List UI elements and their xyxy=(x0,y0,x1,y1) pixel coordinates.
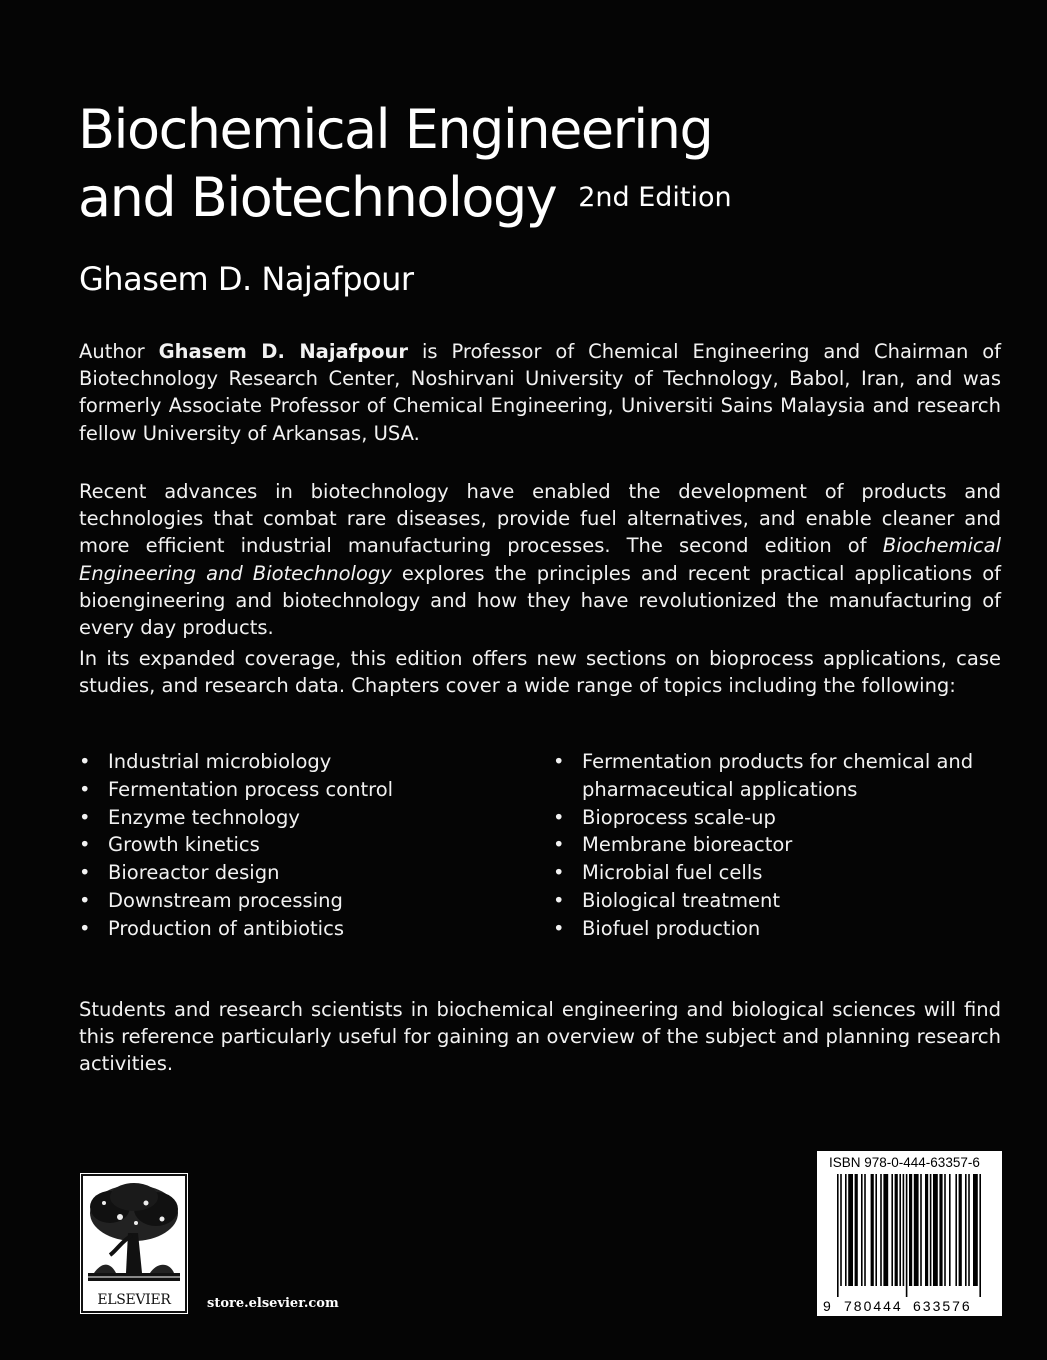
topic-label: Bioprocess scale-up xyxy=(582,805,776,829)
bullet: • xyxy=(553,805,565,829)
list-item xyxy=(553,831,993,859)
barcode-bar xyxy=(933,1174,938,1286)
barcode-bar xyxy=(973,1174,978,1286)
store-url-link[interactable]: store.elsevier.com xyxy=(207,1296,339,1311)
bullet: • xyxy=(79,861,91,885)
audience-paragraph: Students and research scientists in biochemical engineering and biological sciences will find this reference particularly useful for gaining an overview of the subject and planning research activities. xyxy=(79,998,1001,1076)
bullet: • xyxy=(79,750,91,773)
topic-label: Fermentation products for chemical and pharmaceutical applications xyxy=(582,750,974,801)
bullet: • xyxy=(553,750,565,773)
barcode-bar xyxy=(880,1174,882,1286)
barcode-bar xyxy=(875,1174,877,1286)
barcode-bar xyxy=(871,1174,874,1286)
list-item xyxy=(79,804,519,832)
description-book-title: Biochemical Engineering and Biotechnology xyxy=(79,534,1001,585)
isbn-label: ISBN 978-0-444-63357-6 xyxy=(829,1155,980,1170)
barcode-bar xyxy=(861,1174,863,1286)
publisher-name: ELSEVIER xyxy=(97,1292,171,1308)
topic-label: Industrial microbiology xyxy=(108,750,332,773)
list-item xyxy=(553,887,993,915)
barcode-bar xyxy=(848,1174,853,1286)
bullet: • xyxy=(553,916,565,940)
barcode-bar xyxy=(906,1174,908,1297)
barcode-bar xyxy=(883,1174,888,1286)
barcode-bar xyxy=(965,1174,967,1286)
barcode-bar xyxy=(864,1174,866,1286)
barcode-icon xyxy=(823,1174,996,1297)
list-item xyxy=(79,915,519,943)
author-name: Ghasem D. Najafpour xyxy=(79,260,414,298)
barcode-bar xyxy=(895,1174,898,1286)
list-item xyxy=(553,748,993,804)
barcode-bar xyxy=(959,1174,962,1286)
list-item xyxy=(553,915,993,943)
barcode-bar xyxy=(944,1174,946,1286)
bullet: • xyxy=(79,777,91,801)
barcode-bar xyxy=(855,1174,858,1286)
barcode-bar xyxy=(930,1174,932,1286)
bullet: • xyxy=(79,833,91,857)
topic-label: Fermentation process control xyxy=(108,777,394,801)
barcode-bar xyxy=(903,1174,905,1286)
title-line-2: and Biotechnology xyxy=(78,166,557,229)
book-title xyxy=(78,96,732,232)
barcode-group-1: 780444 xyxy=(844,1298,903,1314)
topic-label: Growth kinetics xyxy=(108,833,260,857)
barcode-bar xyxy=(968,1174,970,1286)
coverage-paragraph: In its expanded coverage, this edition offers new sections on bioprocess applications, case studies, and research data. Chapters cover a wide range of topics including the following: xyxy=(79,647,1001,698)
barcode-bar xyxy=(955,1174,957,1286)
barcode-bar xyxy=(909,1174,912,1286)
barcode-bar xyxy=(891,1174,893,1286)
bullet: • xyxy=(79,916,91,940)
book-description xyxy=(79,478,1001,641)
barcode-bar xyxy=(914,1174,919,1286)
list-item xyxy=(79,859,519,887)
edition-label: 2nd Edition xyxy=(578,182,732,213)
bullet: • xyxy=(553,888,565,912)
title-line-1: Biochemical Engineering xyxy=(78,98,713,161)
topic-label: Membrane bioreactor xyxy=(582,833,793,857)
barcode-bar xyxy=(939,1174,942,1286)
barcode-group-2: 633576 xyxy=(913,1298,972,1314)
bullet: • xyxy=(553,861,565,885)
topic-label: Biological treatment xyxy=(582,888,780,912)
barcode-bar xyxy=(949,1174,951,1286)
bullet: • xyxy=(553,833,565,857)
bio-author-name: Ghasem D. Najafpour xyxy=(158,340,409,363)
topic-label: Production of antibiotics xyxy=(108,916,344,940)
topic-label: Microbial fuel cells xyxy=(582,861,763,885)
elsevier-logo xyxy=(80,1173,188,1314)
bullet: • xyxy=(79,888,91,912)
bio-text: is Professor of Chemical Engineering and Chairman of Biotechnology Research Center, Noshirvani University of Technology, Babol, Iran, and was formerly Associate Professor of Chemical Engineering, Universiti Sains Malaysia and research fellow University of Arkansas, USA. xyxy=(79,340,1002,445)
barcode-bar xyxy=(920,1174,922,1286)
barcode-bar xyxy=(979,1174,981,1297)
topics-list-right xyxy=(553,748,993,943)
list-item xyxy=(553,859,993,887)
list-item xyxy=(79,748,519,776)
description-after: explores the principles and recent practical applications of bioengineering and biotechnology and how they have revolutionized the manufacturing of every day products. xyxy=(79,561,1002,640)
list-item xyxy=(553,804,993,832)
isbn-barcode xyxy=(817,1151,1002,1316)
list-item xyxy=(79,776,519,804)
topic-label: Enzyme technology xyxy=(108,805,300,829)
topic-label: Biofuel production xyxy=(582,916,761,940)
topic-label: Bioreactor design xyxy=(108,861,280,885)
bio-prefix: Author xyxy=(79,340,145,363)
list-item xyxy=(79,887,519,915)
barcode-bar xyxy=(925,1174,928,1286)
topic-label: Downstream processing xyxy=(108,888,343,912)
barcode-bar xyxy=(899,1174,901,1286)
bullet: • xyxy=(79,805,91,829)
list-item xyxy=(79,831,519,859)
description-before: Recent advances in biotechnology have enabled the development of products and technologies that combat rare diseases, provide fuel alternatives, and enable cleaner and more efficient industrial manufacturing processes. The second edition of xyxy=(79,480,1001,558)
barcode-bar xyxy=(837,1174,839,1297)
barcode-first-digit: 9 xyxy=(823,1298,831,1314)
author-bio xyxy=(79,338,1001,447)
topics-list-left xyxy=(79,748,519,943)
barcode-bar xyxy=(845,1174,847,1286)
barcode-bar xyxy=(840,1174,842,1286)
